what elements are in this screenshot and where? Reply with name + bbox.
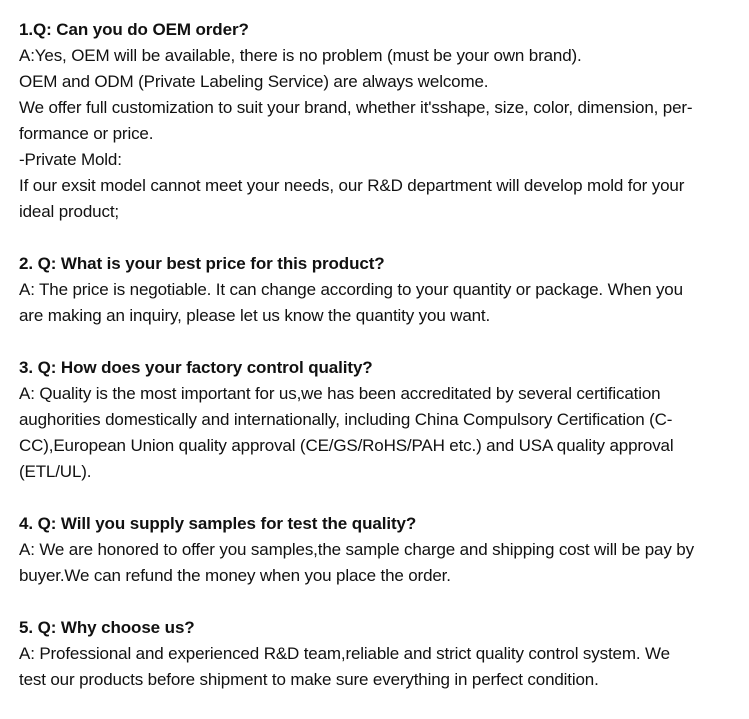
faq-answer-line: aughorities domestically and internationally, including China Compulsory Certification (C- [19,410,673,429]
faq-answer-line: A:Yes, OEM will be available, there is no problem (must be your own brand). [19,46,582,65]
faq-item-5 [19,615,734,693]
faq-item-2 [19,251,734,329]
faq-answer-line: If our exsit model cannot meet your needs, our R&D department will develop mold for your [19,176,685,195]
faq-answer-line: (ETL/UL). [19,462,92,481]
faq-list [19,17,734,693]
faq-answer-line: A: The price is negotiable. It can change according to your quantity or package. When you [19,280,683,299]
faq-item-1 [19,17,734,225]
faq-answer-line: -Private Mold: [19,150,122,169]
faq-answer-line: OEM and ODM (Private Labeling Service) are always welcome. [19,72,489,91]
faq-item-4 [19,511,734,589]
faq-answer-line: A: Professional and experienced R&D team,reliable and strict quality control system. We [19,644,670,663]
faq-answer-line: test our products before shipment to make sure everything in perfect condition. [19,670,599,689]
faq-answer-line: formance or price. [19,124,154,143]
faq-question: 5. Q: Why choose us? [19,618,195,637]
faq-question: 1.Q: Can you do OEM order? [19,20,249,39]
faq-answer-line: buyer.We can refund the money when you place the order. [19,566,451,585]
faq-question: 2. Q: What is your best price for this product? [19,254,385,273]
faq-answer-line: We offer full customization to suit your brand, whether it'sshape, size, color, dimension, per- [19,98,693,117]
faq-question: 3. Q: How does your factory control quality? [19,358,373,377]
faq-question: 4. Q: Will you supply samples for test the quality? [19,514,417,533]
faq-answer-line: CC),European Union quality approval (CE/GS/RoHS/PAH etc.) and USA quality approval [19,436,674,455]
faq-answer-line: are making an inquiry, please let us know the quantity you want. [19,306,491,325]
faq-answer-line: A: We are honored to offer you samples,the sample charge and shipping cost will be pay by [19,540,694,559]
faq-answer-line: A: Quality is the most important for us,we has been accreditated by several certification [19,384,661,403]
faq-answer-line: ideal product; [19,202,119,221]
faq-item-3 [19,355,734,485]
